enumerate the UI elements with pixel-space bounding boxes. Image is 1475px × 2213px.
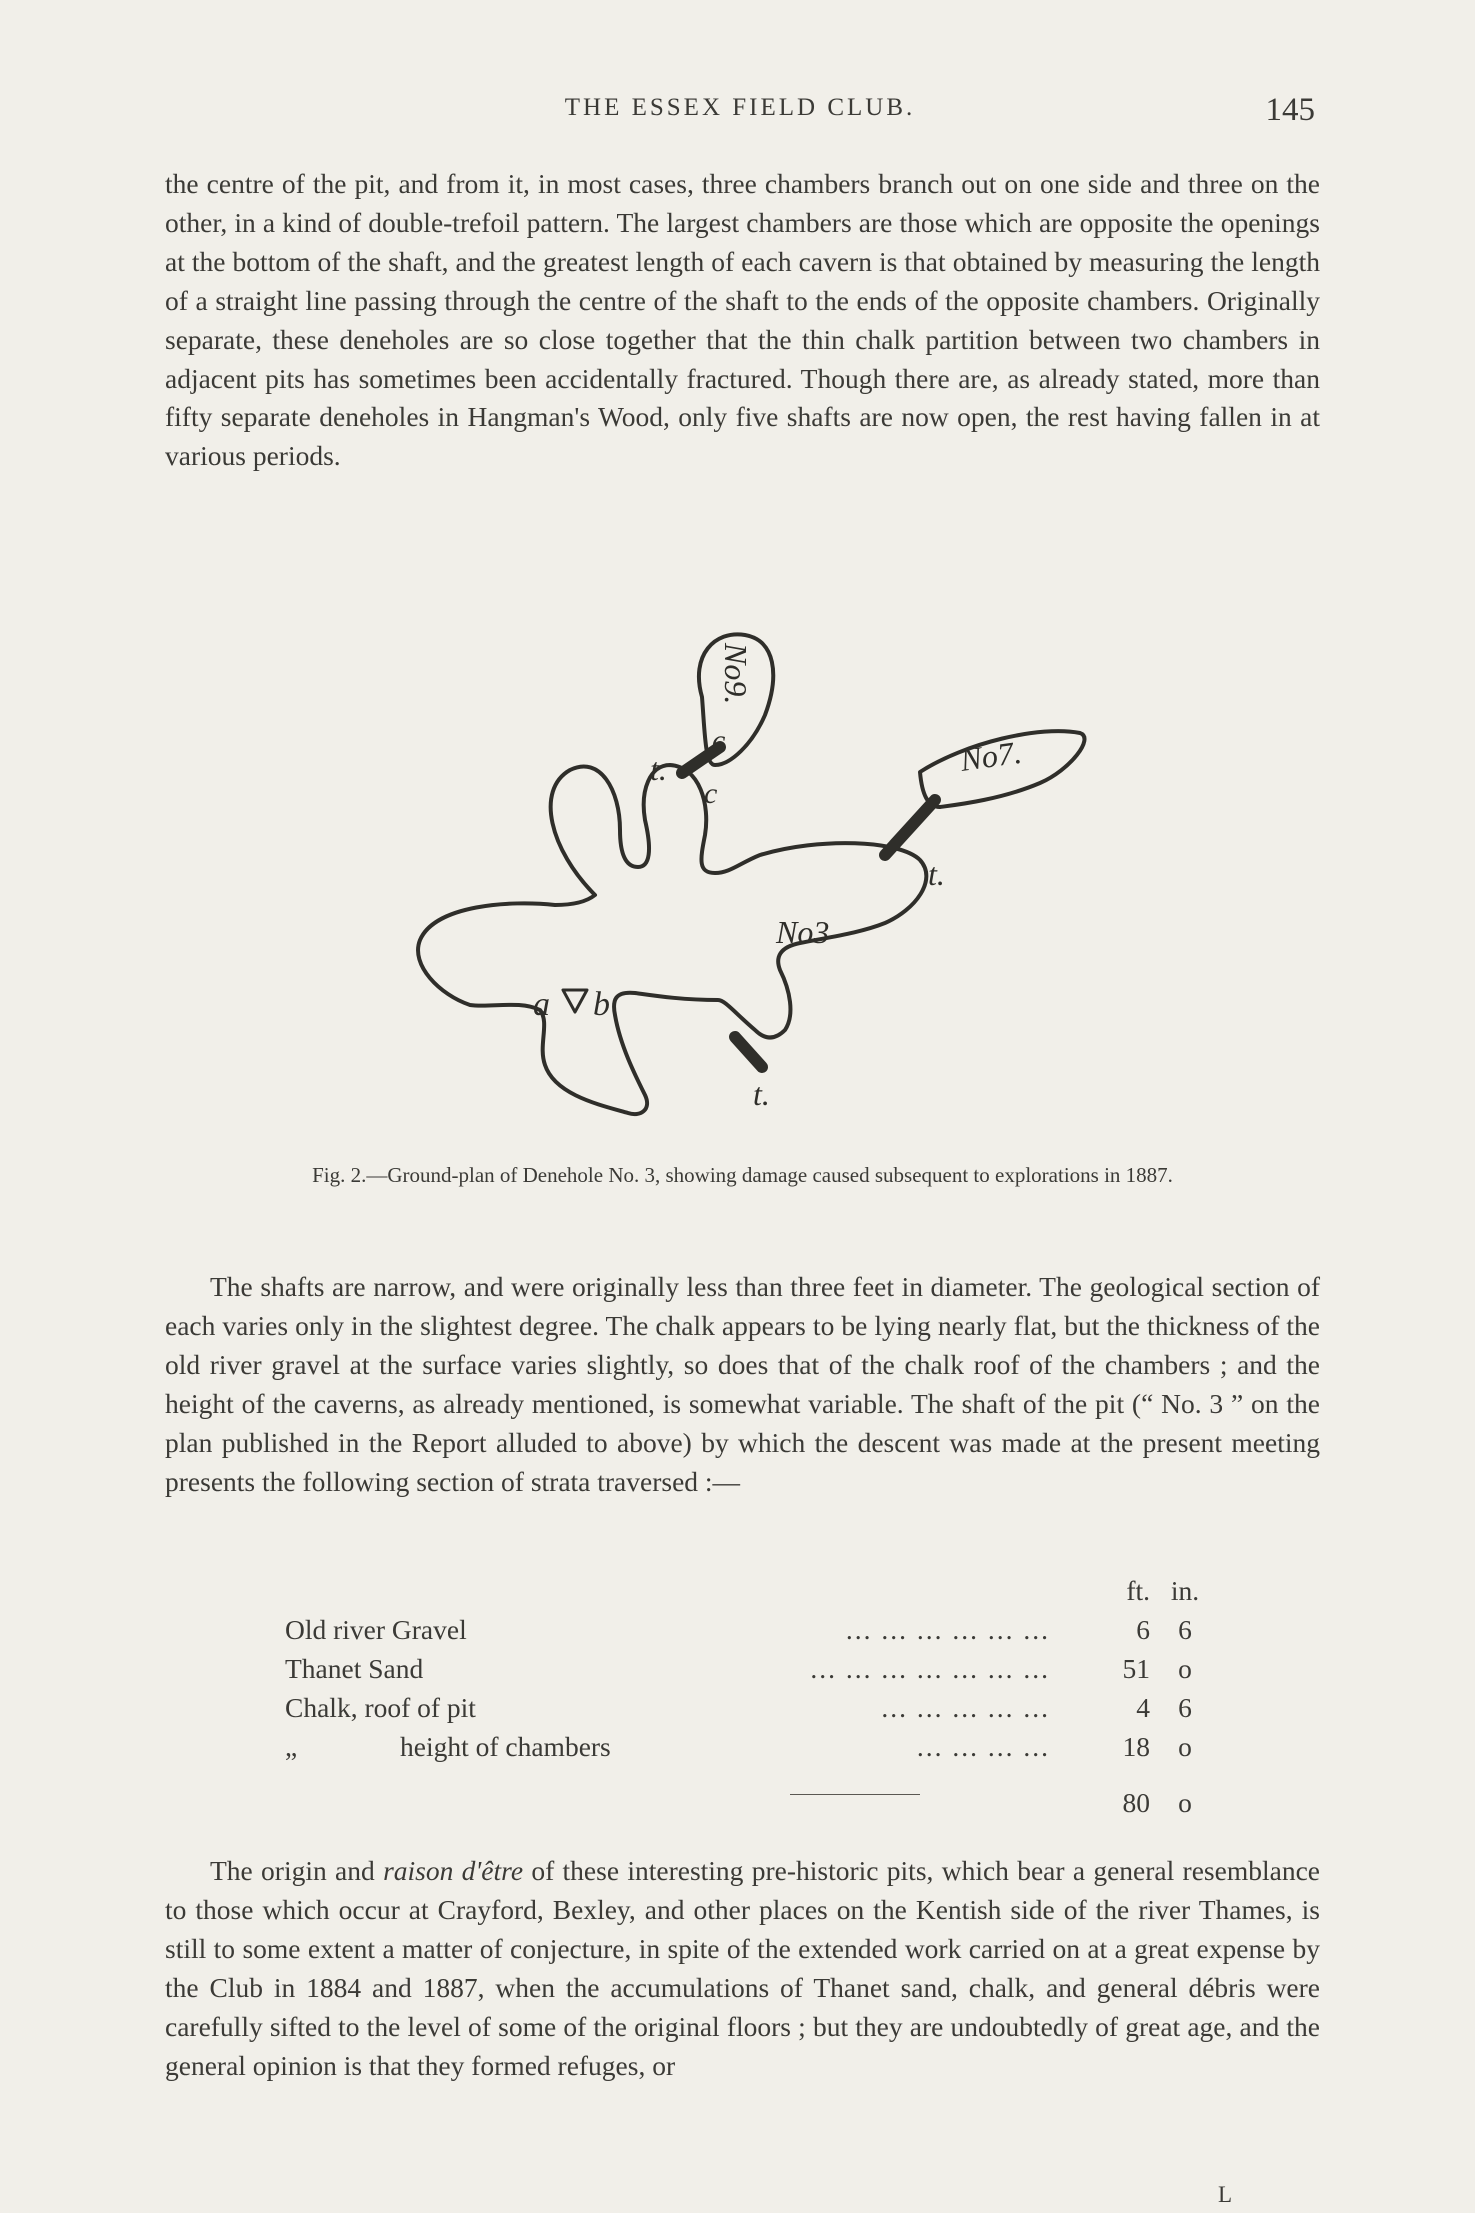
stratum-label: Chalk, roof of pit (285, 1691, 476, 1723)
page-header (165, 92, 1315, 142)
label-no9: No9. (718, 643, 754, 705)
unit-feet: ft. (1126, 1575, 1150, 1606)
passage-to-no7 (885, 800, 935, 855)
total-inches: o (1178, 1787, 1192, 1819)
stratum-feet: 6 (1136, 1613, 1150, 1645)
stratum-inches: 6 (1178, 1691, 1192, 1723)
paragraph-3-italic: raison d'être (383, 1855, 524, 1886)
ditto-mark: „ (285, 1730, 298, 1762)
label-a: a (533, 986, 550, 1023)
stratum-inches: 6 (1178, 1613, 1192, 1645)
denehole-ground-plan-figure (380, 605, 1100, 1150)
leader-dots: ... ... ... ... (916, 1730, 1050, 1762)
stratum-inches: o (1178, 1730, 1192, 1762)
signature-mark: L (1217, 2182, 1232, 2207)
passage-bottom (735, 1037, 762, 1067)
stratum-label: Thanet Sand (285, 1652, 424, 1684)
label-c-shaft: c (712, 724, 726, 757)
shaft-triangle (563, 990, 587, 1012)
strata-row (285, 1650, 1205, 1689)
stratum-inches: o (1178, 1652, 1192, 1684)
stratum-feet: 18 (1122, 1730, 1150, 1762)
strata-row (285, 1728, 1205, 1767)
stratum-label: Old river Gravel (285, 1613, 467, 1645)
strata-row (285, 1611, 1205, 1650)
running-head: THE ESSEX FIELD CLUB. (564, 94, 916, 121)
stratum-feet: 4 (1136, 1691, 1150, 1723)
page-number: 145 (1265, 92, 1315, 128)
total-feet: 80 (1122, 1787, 1150, 1819)
leader-dots: ... ... ... ... ... ... ... (810, 1652, 1050, 1684)
strata-units-row (285, 1572, 1205, 1611)
denehole-ground-plan (380, 605, 1100, 1150)
label-no3: No3 (776, 914, 830, 950)
leader-dots: ... ... ... ... ... ... (845, 1613, 1050, 1645)
stratum-label: height of chambers (400, 1730, 611, 1762)
denehole-no3-outline (418, 765, 926, 1114)
paragraph-2: The shafts are narrow, and were originally less than three feet in diameter. The geological section of each varies only in the slightest degree. The chalk appears to be lying nearly flat, but the thickness of the old river gravel at the surface varies slightly, so does that of the chalk roof of the chambers ; and the height of the caverns, as already mentioned, is somewhat variable. The shaft of the pit (“ No. 3 ” on the plan published in the Report alluded to above) by which the descent was made at the present meeting presents the following section of strata traversed :— (165, 1271, 1320, 1497)
label-t-bottom: t. (753, 1076, 770, 1112)
strata-row (285, 1689, 1205, 1728)
figure-caption: Fig. 2.—Ground-plan of Denehole No. 3, showing damage caused subsequent to explorations in 1887. (312, 1163, 1173, 1187)
label-c-chamber: c (704, 777, 718, 810)
stratum-feet: 51 (1122, 1652, 1150, 1684)
label-t-top: t. (650, 751, 667, 787)
paragraph-1: the centre of the pit, and from it, in most cases, three chambers branch out on one side and three on the other, in a kind of double-trefoil pattern. The largest chambers are those which are opposite the openings at the bottom of the shaft, and the greatest length of each cavern is that obtained by measuring the length of a straight line passing through the centre of the shaft to the ends of the opposite chambers. Originally separate, these deneholes are so close together that the thin chalk partition between two chambers in adjacent pits has sometimes been accidentally fractured. Though there are, as already stated, more than fifty separate deneholes in Hangman's Wood, only five shafts are now open, the rest having fallen in at various periods. (165, 168, 1320, 472)
label-t-right: t. (928, 856, 945, 892)
paragraph-3-rest: of these interesting pre-historic pits, which bear a general resemblance to those which occur at Crayford, Bexley, and other places on the Kentish side of the river Thames, is still to some extent a matter of conjecture, in spite of the extended work carried on at a great expense by the Club in 1884 and 1887, when the accumulations of Thanet sand, chalk, and general débris were carefully sifted to the level of some of the original floors ; but they are undoubtedly of great age, and the general opinion is that they formed refuges, or (165, 1855, 1320, 2081)
total-rule (790, 1794, 920, 1795)
paragraph-3-start: The origin and (210, 1855, 384, 1886)
strata-total-row (285, 1784, 1205, 1823)
leader-dots: ... ... ... ... ... (881, 1691, 1050, 1723)
paragraph-3 (165, 1852, 1320, 2085)
label-b: b (593, 986, 610, 1023)
label-no7: No7. (957, 733, 1024, 778)
strata-table (285, 1572, 1205, 1823)
unit-inches: in. (1170, 1575, 1200, 1606)
